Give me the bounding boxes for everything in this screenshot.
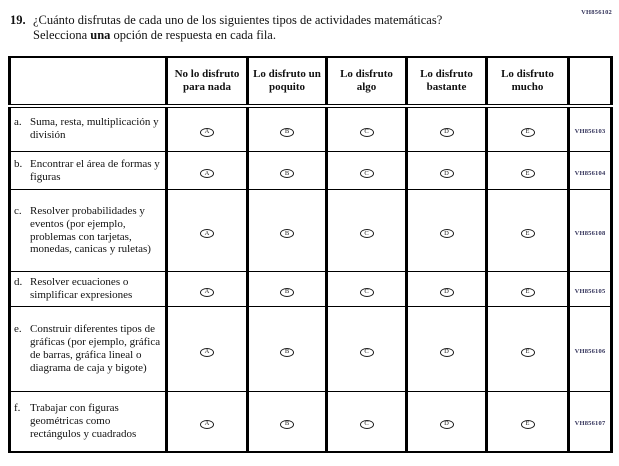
answer-bubble-d-A[interactable] bbox=[200, 288, 214, 297]
stem-cell-f bbox=[10, 392, 167, 452]
answer-cell-a5 bbox=[487, 106, 569, 152]
answer-bubble-f-D[interactable] bbox=[440, 420, 454, 429]
bubble-letter: A bbox=[204, 229, 210, 237]
bubble-letter: B bbox=[284, 348, 290, 355]
bubble-letter: A bbox=[204, 169, 210, 177]
response-matrix-table bbox=[8, 56, 613, 453]
answer-bubble-e-B[interactable] bbox=[280, 348, 294, 357]
question-number: 19. bbox=[10, 13, 26, 27]
answer-bubble-d-E[interactable] bbox=[521, 288, 535, 297]
row-code: VH856103 bbox=[574, 128, 606, 136]
answer-bubble-a-C[interactable] bbox=[360, 128, 374, 137]
stem-cell-c bbox=[10, 190, 167, 272]
answer-bubble-c-D[interactable] bbox=[440, 229, 454, 238]
answer-bubble-e-E[interactable] bbox=[521, 348, 535, 357]
answer-cell-d1 bbox=[167, 272, 248, 307]
stem-cell-b bbox=[10, 152, 167, 190]
answer-cell-c3 bbox=[327, 190, 407, 272]
row-letter: d. bbox=[14, 276, 23, 289]
answer-cell-e1 bbox=[167, 307, 248, 392]
stem-cell-e bbox=[10, 307, 167, 392]
bubble-letter: E bbox=[525, 229, 530, 237]
bubble-letter: C bbox=[364, 169, 369, 177]
table-row-f bbox=[10, 392, 612, 452]
table-row-c bbox=[10, 190, 612, 272]
answer-bubble-e-A[interactable] bbox=[200, 348, 214, 357]
stem-cell-a bbox=[10, 106, 167, 152]
answer-cell-b2 bbox=[248, 152, 327, 190]
row-label: Suma, resta, multiplicación y división bbox=[30, 116, 159, 142]
answer-cell-c5 bbox=[487, 190, 569, 272]
row-code-cell bbox=[569, 152, 612, 190]
row-code-cell bbox=[569, 392, 612, 452]
answer-bubble-e-D[interactable] bbox=[440, 348, 454, 357]
answer-cell-b3 bbox=[327, 152, 407, 190]
answer-bubble-b-C[interactable] bbox=[360, 169, 374, 178]
answer-bubble-d-D[interactable] bbox=[440, 288, 454, 297]
row-code: VH856104 bbox=[574, 169, 606, 177]
row-code-cell bbox=[569, 307, 612, 392]
answer-cell-d3 bbox=[327, 272, 407, 307]
page-accession-code: VH856102 bbox=[581, 9, 612, 16]
row-code: VH856106 bbox=[574, 348, 606, 355]
answer-cell-c1 bbox=[167, 190, 248, 272]
answer-cell-f4 bbox=[407, 392, 487, 452]
table-row-d bbox=[10, 272, 612, 307]
question-text-start: ¿Cuánto disfrutas de cada uno de los siguientes tipos de actividades matemáticas? Selecciona bbox=[33, 13, 443, 43]
question-block bbox=[0, 0, 480, 44]
answer-cell-d4 bbox=[407, 272, 487, 307]
header-code-empty bbox=[569, 57, 612, 106]
bubble-letter: E bbox=[525, 348, 530, 355]
row-letter: b. bbox=[14, 157, 23, 170]
answer-cell-d5 bbox=[487, 272, 569, 307]
answer-bubble-b-B[interactable] bbox=[280, 169, 294, 178]
bubble-letter: B bbox=[284, 169, 290, 177]
bubble-letter: D bbox=[444, 420, 449, 428]
header-col-algo: Lo disfruto algo bbox=[327, 57, 407, 106]
bubble-letter: E bbox=[525, 128, 530, 136]
answer-bubble-c-C[interactable] bbox=[360, 229, 374, 238]
answer-cell-e4 bbox=[407, 307, 487, 392]
row-label: Encontrar el área de formas y figuras bbox=[30, 157, 160, 183]
answer-bubble-f-A[interactable] bbox=[200, 420, 214, 429]
question-text-end: opción de respuesta en cada fila. bbox=[110, 28, 276, 43]
bubble-letter: E bbox=[525, 169, 530, 177]
answer-cell-e3 bbox=[327, 307, 407, 392]
row-label: Construir diferentes tipos de gráficas (por ejemplo, gráfica de barras, gráfica lineal o diagrama de caja y bigote) bbox=[30, 323, 161, 374]
answer-cell-a1 bbox=[167, 106, 248, 152]
header-col-nada: No lo disfruto para nada bbox=[167, 57, 248, 106]
question-text bbox=[33, 13, 465, 44]
row-letter: e. bbox=[14, 323, 22, 336]
answer-cell-a3 bbox=[327, 106, 407, 152]
bubble-letter: D bbox=[444, 169, 449, 177]
answer-bubble-b-A[interactable] bbox=[200, 169, 214, 178]
answer-bubble-f-B[interactable] bbox=[280, 420, 294, 429]
row-code: VH856108 bbox=[574, 229, 606, 237]
bubble-letter: B bbox=[284, 229, 290, 237]
answer-cell-a4 bbox=[407, 106, 487, 152]
answer-cell-b4 bbox=[407, 152, 487, 190]
row-code-cell bbox=[569, 106, 612, 152]
answer-bubble-a-A[interactable] bbox=[200, 128, 214, 137]
row-label: Resolver ecuaciones o simplificar expresiones bbox=[30, 276, 133, 301]
bubble-letter: D bbox=[444, 348, 449, 355]
bubble-letter: A bbox=[204, 128, 210, 136]
bubble-letter: D bbox=[444, 288, 449, 295]
answer-bubble-a-E[interactable] bbox=[521, 128, 535, 137]
bubble-letter: C bbox=[364, 420, 369, 428]
bubble-letter: A bbox=[204, 288, 210, 295]
bubble-letter: D bbox=[444, 229, 449, 237]
row-letter: a. bbox=[14, 116, 22, 129]
row-label: Resolver probabilidades y eventos (por ejemplo, problemas con tarjetas, monedas, canicas y ruletas) bbox=[30, 204, 151, 256]
answer-bubble-d-C[interactable] bbox=[360, 288, 374, 297]
bubble-letter: A bbox=[204, 420, 210, 428]
header-col-mucho: Lo disfruto mucho bbox=[487, 57, 569, 106]
row-letter: f. bbox=[14, 401, 21, 414]
answer-bubble-c-E[interactable] bbox=[521, 229, 535, 238]
answer-bubble-a-B[interactable] bbox=[280, 128, 294, 137]
answer-cell-d2 bbox=[248, 272, 327, 307]
row-letter: c. bbox=[14, 204, 22, 217]
answer-bubble-f-C[interactable] bbox=[360, 420, 374, 429]
table-row-e bbox=[10, 307, 612, 392]
bubble-letter: C bbox=[364, 348, 369, 355]
row-code-cell bbox=[569, 272, 612, 307]
bubble-letter: C bbox=[364, 288, 369, 295]
answer-bubble-a-D[interactable] bbox=[440, 128, 454, 137]
bubble-letter: E bbox=[525, 420, 530, 428]
answer-cell-c4 bbox=[407, 190, 487, 272]
header-stem-empty bbox=[10, 57, 167, 106]
bubble-letter: A bbox=[204, 348, 210, 355]
answer-cell-e2 bbox=[248, 307, 327, 392]
bubble-letter: E bbox=[525, 288, 530, 295]
answer-cell-a2 bbox=[248, 106, 327, 152]
bubble-letter: B bbox=[284, 420, 290, 428]
row-label: Trabajar con figuras geométricas como rectángulos y cuadrados bbox=[30, 401, 137, 440]
bubble-letter: C bbox=[364, 229, 369, 237]
row-code: VH856107 bbox=[574, 420, 606, 428]
answer-cell-f2 bbox=[248, 392, 327, 452]
answer-bubble-c-B[interactable] bbox=[280, 229, 294, 238]
question-bold-word: una bbox=[90, 28, 111, 43]
answer-cell-f5 bbox=[487, 392, 569, 452]
answer-bubble-f-E[interactable] bbox=[521, 420, 535, 429]
bubble-letter: B bbox=[284, 288, 290, 295]
header-row bbox=[10, 57, 612, 106]
header-col-poquito: Lo disfruto un poquito bbox=[248, 57, 327, 106]
row-code-cell bbox=[569, 190, 612, 272]
answer-bubble-e-C[interactable] bbox=[360, 348, 374, 357]
answer-bubble-c-A[interactable] bbox=[200, 229, 214, 238]
table-row-b bbox=[10, 152, 612, 190]
bubble-letter: D bbox=[444, 128, 449, 136]
answer-cell-f3 bbox=[327, 392, 407, 452]
answer-cell-c2 bbox=[248, 190, 327, 272]
answer-bubble-b-E[interactable] bbox=[521, 169, 535, 178]
answer-cell-b5 bbox=[487, 152, 569, 190]
row-code: VH856105 bbox=[574, 288, 606, 295]
answer-bubble-b-D[interactable] bbox=[440, 169, 454, 178]
header-col-bastante: Lo disfruto bastante bbox=[407, 57, 487, 106]
answer-cell-b1 bbox=[167, 152, 248, 190]
table-row-a bbox=[10, 106, 612, 152]
stem-cell-d bbox=[10, 272, 167, 307]
bubble-letter: B bbox=[284, 128, 290, 136]
answer-cell-f1 bbox=[167, 392, 248, 452]
answer-cell-e5 bbox=[487, 307, 569, 392]
bubble-letter: C bbox=[364, 128, 369, 136]
answer-bubble-d-B[interactable] bbox=[280, 288, 294, 297]
